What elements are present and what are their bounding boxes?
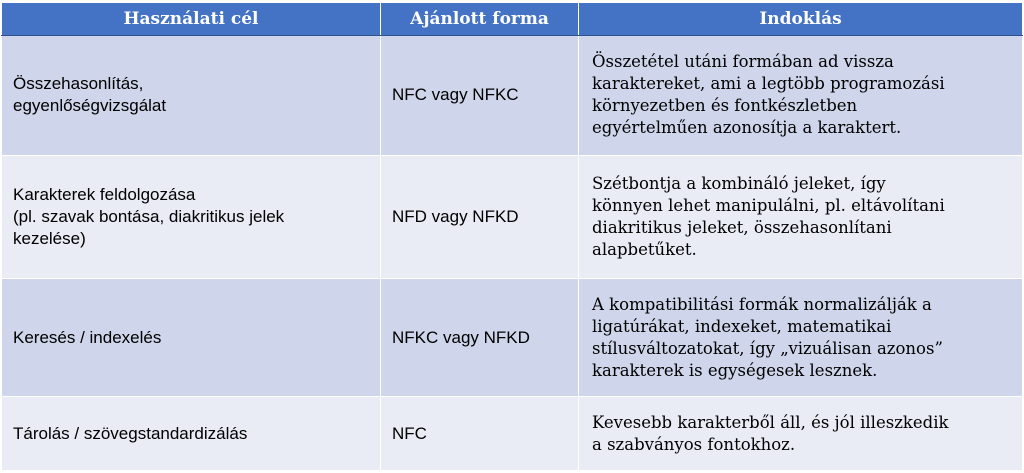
reason-line: környezetben és fontkészletben <box>592 96 858 116</box>
table-row <box>2 278 1023 397</box>
normalization-table <box>1 2 1023 471</box>
reason-line: alapbetűket. <box>592 239 697 259</box>
header-row <box>2 3 1023 36</box>
reason-line: stílusváltozatokat, így „vizuálisan azonos” <box>592 338 943 358</box>
purpose-line: Keresés / indexelés <box>13 327 162 347</box>
reason-line: karaktereket, ami a legtöbb programozási <box>592 74 945 94</box>
form-cell: NFC vagy NFKC <box>381 36 579 156</box>
reason-line: könnyen lehet manipulálni, pl. eltávolítani <box>592 195 945 215</box>
reason-line: diakritikus jeleket, összehasonlítani <box>592 217 892 237</box>
header-purpose: Használati cél <box>2 3 381 36</box>
purpose-cell <box>2 278 381 397</box>
reason-line: egyértelműen azonosítja a karaktert. <box>592 118 902 138</box>
reason-cell <box>579 36 1023 156</box>
reason-line: Kevesebb karakterből áll, és jól illeszkedik <box>592 412 949 432</box>
purpose-line: (pl. szavak bontása, diakritikus jelek <box>13 206 285 226</box>
table-row <box>2 397 1023 471</box>
purpose-cell <box>2 155 381 278</box>
purpose-cell <box>2 397 381 471</box>
reason-cell <box>579 278 1023 397</box>
purpose-line: kezelése) <box>13 228 86 248</box>
table-row <box>2 155 1023 278</box>
reason-cell <box>579 397 1023 471</box>
purpose-line: Összehasonlítás, <box>13 74 144 94</box>
purpose-line: Karakterek feldolgozása <box>13 184 196 204</box>
reason-line: karakterek is egységesek lesznek. <box>592 360 878 380</box>
reason-line: a szabványos fontokhoz. <box>592 434 796 454</box>
purpose-cell <box>2 36 381 156</box>
form-cell: NFKC vagy NFKD <box>381 278 579 397</box>
header-recommended-form: Ajánlott forma <box>381 3 579 36</box>
table-row <box>2 36 1023 156</box>
form-cell: NFD vagy NFKD <box>381 155 579 278</box>
form-cell: NFC <box>381 397 579 471</box>
reason-cell <box>579 155 1023 278</box>
reason-line: ligatúrákat, indexeket, matematikai <box>592 316 892 336</box>
purpose-line: egyenlőségvizsgálat <box>13 96 167 116</box>
purpose-line: Tárolás / szövegstandardizálás <box>13 423 248 443</box>
reason-line: Összetétel utáni formában ad vissza <box>592 52 894 72</box>
header-reason: Indoklás <box>579 3 1023 36</box>
reason-line: A kompatibilitási formák normalizálják a <box>592 294 932 314</box>
reason-line: Szétbontja a kombináló jeleket, így <box>592 173 886 193</box>
